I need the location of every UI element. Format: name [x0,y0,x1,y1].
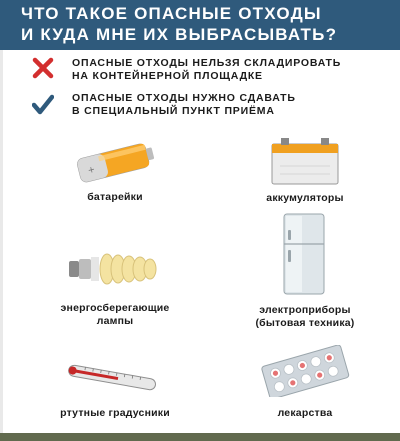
item-medicines [230,345,380,422]
rule-forbidden-line-1: ОПАСНЫЕ ОТХОДЫ НЕЛЬЗЯ СКЛАДИРОВАТЬ [72,57,342,69]
accumulators-label: аккумуляторы [266,192,344,204]
svg-text:+: + [86,163,97,178]
lamps-label [40,302,190,328]
rule-forbidden [32,57,362,85]
car-battery-icon [268,136,342,186]
title-line-2: И КУДА МНЕ ИХ ВЫБРАСЫВАТЬ? [21,25,338,44]
pill-blister-icon [260,345,350,397]
lamps-label-line-2: лампы [96,315,134,327]
rule-allowed-line-2: В СПЕЦИАЛЬНЫЙ ПУНКТ ПРИЁМА [72,105,275,117]
thermometers-label: ртутные градусники [60,407,170,419]
title-banner [0,0,400,50]
item-accumulators [230,136,380,206]
rule-forbidden-line-2: НА КОНТЕЙНЕРНОЙ ПЛОЩАДКЕ [72,70,263,82]
energy-saving-lamp-icon [65,245,165,295]
appliances-label-line-2: (бытовая техника) [255,317,355,329]
refrigerator-icon [282,212,328,296]
appliances-label-line-1: электроприборы [259,304,351,316]
item-appliances [230,212,380,332]
rule-allowed-line-1: ОПАСНЫЕ ОТХОДЫ НУЖНО СДАВАТЬ [72,92,296,104]
item-batteries [40,140,190,205]
medicines-label: лекарства [277,407,333,419]
appliances-label [230,304,380,330]
cross-icon [32,57,54,79]
battery-icon [72,140,162,184]
item-lamps [40,245,190,330]
batteries-label: батарейки [87,191,143,203]
page-edge [0,50,3,433]
rule-allowed-text [72,92,296,118]
rule-forbidden-text [72,57,341,83]
thermometer-icon [62,360,162,396]
rule-allowed [32,92,362,120]
item-thermometers [40,360,190,422]
footer-strip [0,433,400,441]
title-line-1: ЧТО ТАКОЕ ОПАСНЫЕ ОТХОДЫ [21,4,322,23]
checkmark-icon [32,94,54,116]
lamps-label-line-1: энергосберегающие [60,302,170,314]
